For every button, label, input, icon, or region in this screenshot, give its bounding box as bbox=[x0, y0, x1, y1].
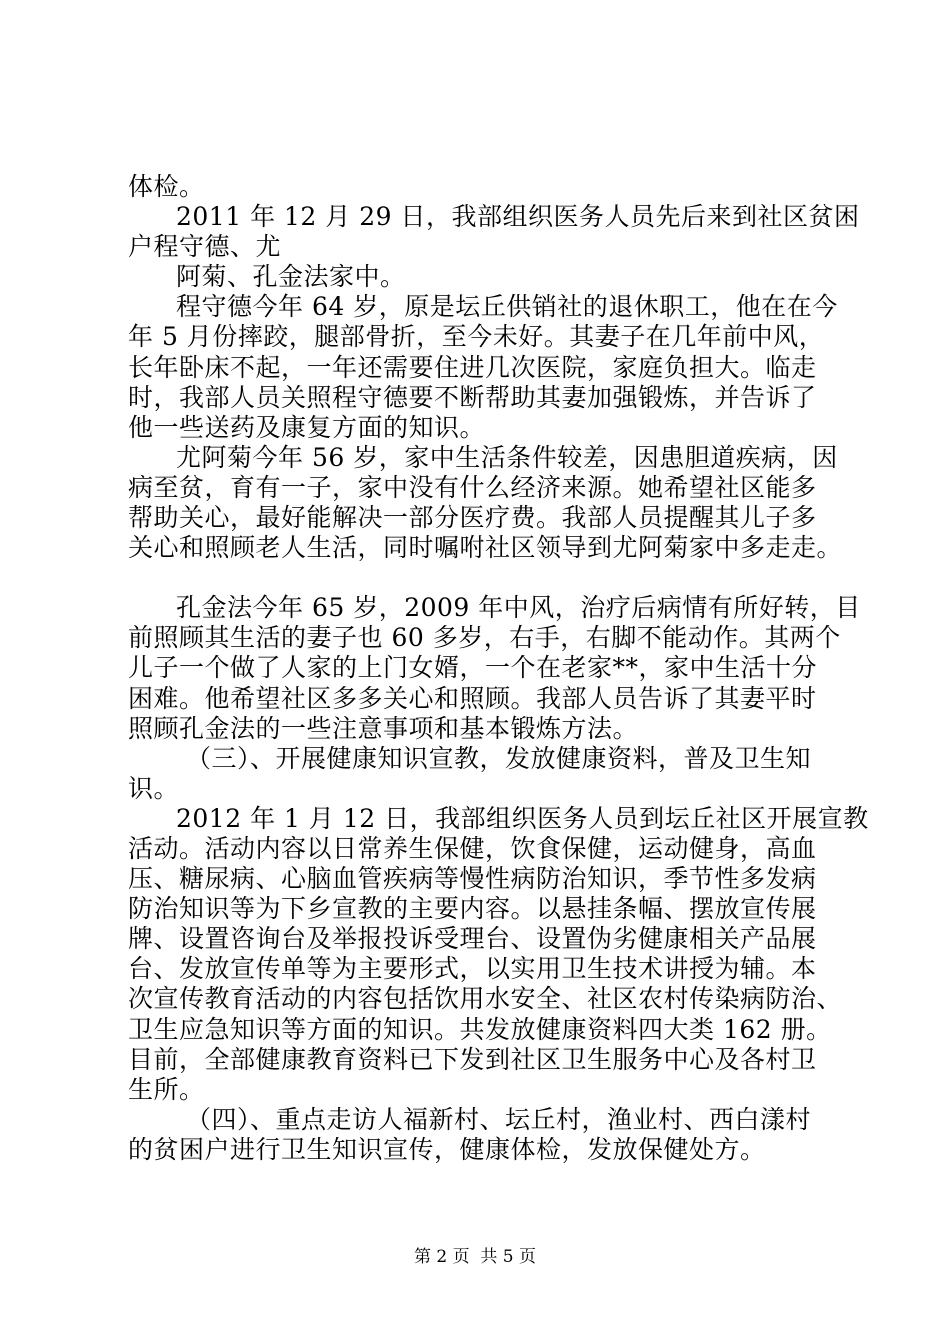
text-line: 照顾孔金法的一些注意事项和基本锻炼方法。 bbox=[128, 714, 639, 743]
text-line: 生所。 bbox=[128, 1075, 205, 1104]
text-line: 目前，全部健康教育资料已下发到社区卫生服务中心及各村卫 bbox=[128, 1045, 817, 1074]
text-line: 阿菊、孔金法家中。 bbox=[176, 262, 406, 291]
text-line: 尤阿菊今年 56 岁，家中生活条件较差，因患胆道疾病，因 bbox=[176, 443, 838, 472]
section-heading: （四）、重点走访人福新村、坛丘村，渔业村、西白漾村 bbox=[186, 1105, 812, 1134]
text-line: 关心和照顾老人生活，同时嘱咐社区领导到尤阿菊家中多走走。 bbox=[128, 533, 843, 562]
text-line: 年 5 月份摔跤，腿部骨折，至今未好。其妻子在几年前中风， bbox=[128, 322, 825, 351]
page-number-footer: 第 2 页 共 5 页 bbox=[413, 1247, 537, 1267]
text-line: 体检。 bbox=[128, 172, 205, 201]
text-line: 牌、设置咨询台及举报投诉受理台、设置伪劣健康相关产品展 bbox=[128, 924, 817, 953]
text-line: 户程守德、尤 bbox=[128, 232, 282, 261]
text-line: 活动。活动内容以日常养生保健，饮食保健，运动健身，高血 bbox=[128, 834, 817, 863]
text-line: 的贫困户进行卫生知识宣传，健康体检，发放保健处方。 bbox=[128, 1135, 766, 1164]
text-line: 困难。他希望社区多多关心和照顾。我部人员告诉了其妻平时 bbox=[128, 684, 817, 713]
text-line: 病至贫，育有一子，家中没有什么经济来源。她希望社区能多 bbox=[128, 473, 817, 502]
text-line: 帮助关心，最好能解决一部分医疗费。我部人员提醒其儿子多 bbox=[128, 503, 817, 532]
section-heading: （三）、开展健康知识宣教，发放健康资料，普及卫生知 bbox=[186, 744, 812, 773]
text-line: 2011 年 12 月 29 日，我部组织医务人员先后来到社区贫困 bbox=[176, 202, 860, 231]
text-line: 长年卧床不起，一年还需要住进几次医院，家庭负担大。临走 bbox=[128, 353, 817, 382]
text-line: 识。 bbox=[128, 774, 180, 803]
text-line: 压、糖尿病、心脑血管疾病等慢性病防治知识，季节性多发病 bbox=[128, 864, 817, 893]
text-line: 次宣传教育活动的内容包括饮用水安全、社区农村传染病防治、 bbox=[128, 984, 843, 1013]
text-line: 2012 年 1 月 12 日，我部组织医务人员到坛丘社区开展宣教 bbox=[176, 804, 869, 833]
text-line: 孔金法今年 65 岁，2009 年中风，治疗后病情有所好转，目 bbox=[176, 593, 861, 622]
text-line: 台、发放宣传单等为主要形式，以实用卫生技术讲授为辅。本 bbox=[128, 954, 817, 983]
text-line: 卫生应急知识等方面的知识。共发放健康资料四大类 162 册。 bbox=[128, 1015, 832, 1044]
text-line: 前照顾其生活的妻子也 60 多岁，右手，右脚不能动作。其两个 bbox=[128, 623, 841, 652]
text-line: 时，我部人员关照程守德要不断帮助其妻加强锻炼，并告诉了 bbox=[128, 383, 817, 412]
text-line: 程守德今年 64 岁，原是坛丘供销社的退休职工，他在在今 bbox=[176, 292, 838, 321]
text-line: 他一些送药及康复方面的知识。 bbox=[128, 413, 486, 442]
text-line: 儿子一个做了人家的上门女婿，一个在老家**，家中生活十分 bbox=[128, 653, 818, 682]
text-line: 防治知识等为下乡宣教的主要内容。以悬挂条幅、摆放宣传展 bbox=[128, 894, 817, 923]
